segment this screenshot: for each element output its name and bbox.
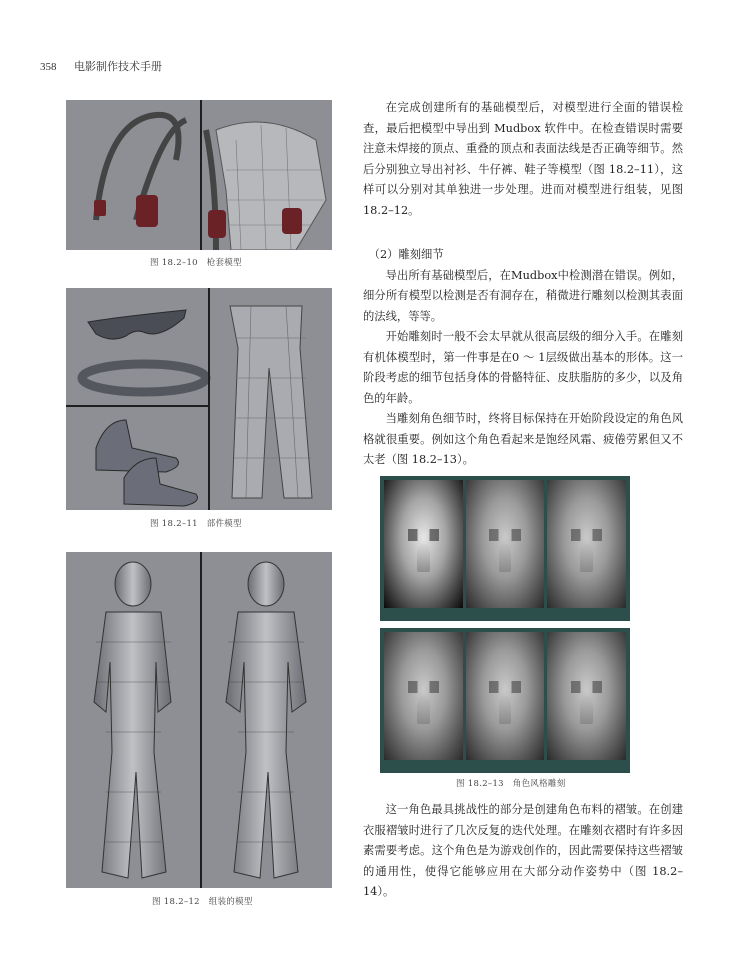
book-title: 电影制作技术手册 (74, 60, 162, 73)
paragraph-3: 开始雕刻时一般不会太早就从很高层级的细分入手。在雕刻有机体模型时，第一件事是在0 ～ 1层级做出基本的形体。这一阶段考虑的细节包括身体的骨骼特征、皮肤脂肪的多少，以及角色的年龄。 (363, 330, 683, 405)
text-column-bottom (363, 800, 683, 903)
figure-assembled-model (66, 552, 332, 888)
components-illustration (66, 288, 332, 510)
caption-fig-18-2-10: 图 18.2–10 枪套模型 (150, 258, 242, 268)
caption-fig-18-2-11: 图 18.2–11 部件模型 (150, 519, 242, 529)
page-header (40, 58, 162, 74)
caption-fig-18-2-12: 图 18.2–12 组装的模型 (152, 897, 253, 907)
figure-character-style-sculpt-detail (380, 628, 630, 773)
paragraph-5: 这一角色最具挑战性的部分是创建角色布料的褶皱。在创建衣服褶皱时进行了几次反复的迭代处理。在雕刻衣褶时有许多因素需要考虑。这个角色是为游戏创作的，因此需要保持这些褶皱的通用性，使得它能够应用在大部分动作姿势中（图 18.2–14）。 (363, 803, 683, 898)
assembled-illustration (66, 552, 332, 888)
section-heading: （2）雕刻细节 (368, 248, 444, 261)
face-sculpt (547, 480, 626, 608)
figure-holster-model (66, 100, 332, 250)
face-sculpt (547, 632, 626, 760)
caption-fig-18-2-13: 图 18.2–13 角色风格雕刻 (456, 779, 566, 789)
paragraph-4: 当雕刻角色细节时，终将目标保持在开始阶段设定的角色风格就很重要。例如这个角色看起来是饱经风霜、疲倦劳累但又不太老（图 18.2–13）。 (363, 412, 683, 466)
text-column-top (363, 98, 683, 471)
holster-illustration (66, 100, 332, 250)
figure-component-models (66, 288, 332, 510)
face-sculpt (466, 632, 545, 760)
paragraph-1: 在完成创建所有的基础模型后，对模型进行全面的错误检查，最后把模型中导出到 Mudbox 软件中。在检查错误时需要注意未焊接的顶点、重叠的顶点和表面法线是否正确等细节。然后分别独立导出衬衫、牛仔裤、鞋子等模型（图 18.2–11），这样可以分别对其单独进一步处理。进而对模型进行组装，见图18.2–12。 (363, 101, 683, 217)
face-sculpt (466, 480, 545, 608)
page-number: 358 (40, 61, 57, 73)
face-sculpt (384, 480, 463, 608)
figure-character-style-sculpt (380, 476, 630, 621)
face-sculpt (384, 632, 463, 760)
paragraph-2: 导出所有基础模型后，在Mudbox中检测潜在错误。例如，细分所有模型以检测是否有洞存在，稍微进行雕刻以检测其表面的法线，等等。 (363, 268, 683, 323)
